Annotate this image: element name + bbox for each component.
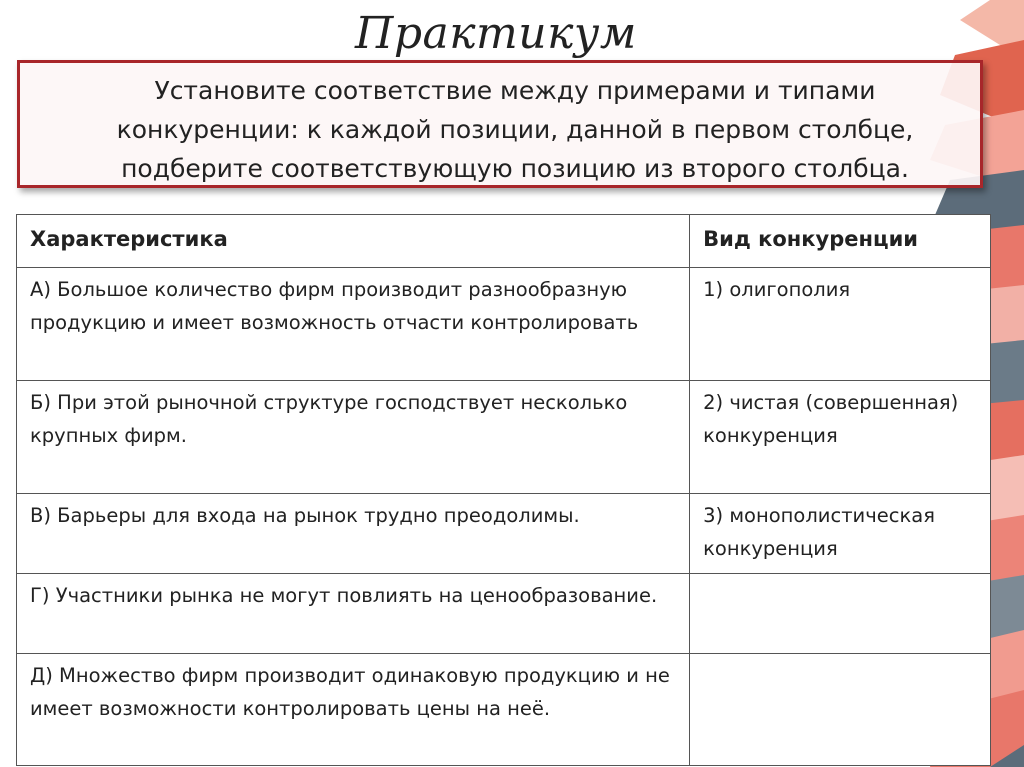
header-competition-type: Вид конкуренции — [690, 215, 991, 268]
competition-type-cell: 3) монополистическая конкуренция — [690, 494, 991, 574]
characteristic-cell: Г) Участники рынка не могут повлиять на ценообразование. — [17, 574, 690, 654]
competition-type-cell — [690, 574, 991, 654]
table-header-row — [17, 215, 991, 268]
table-row — [17, 574, 991, 654]
matching-table — [16, 214, 991, 766]
table-row — [17, 494, 991, 574]
competition-type-cell: 1) олигополия — [690, 268, 991, 381]
competition-type-cell — [690, 654, 991, 766]
characteristic-cell: А) Большое количество фирм производит разнообразную продукцию и имеет возможность отчасти контролировать — [17, 268, 690, 381]
table-row — [17, 381, 991, 494]
task-text: Установите соответствие между примерами и типами конкуренции: к каждой позиции, данной в первом столбце, подберите соответствующую позицию из второго столбца. — [116, 76, 914, 183]
characteristic-cell: Д) Множество фирм производит одинаковую продукцию и не имеет возможности контролировать цены на неё. — [17, 654, 690, 766]
table-row — [17, 654, 991, 766]
table-row — [17, 268, 991, 381]
competition-type-cell: 2) чистая (совершенная) конкуренция — [690, 381, 991, 494]
header-characteristic: Характеристика — [17, 215, 690, 268]
slide-title: Практикум — [355, 8, 637, 59]
characteristic-cell: В) Барьеры для входа на рынок трудно преодолимы. — [17, 494, 690, 574]
characteristic-cell: Б) При этой рыночной структуре господствует несколько крупных фирм. — [17, 381, 690, 494]
task-box — [17, 60, 983, 188]
